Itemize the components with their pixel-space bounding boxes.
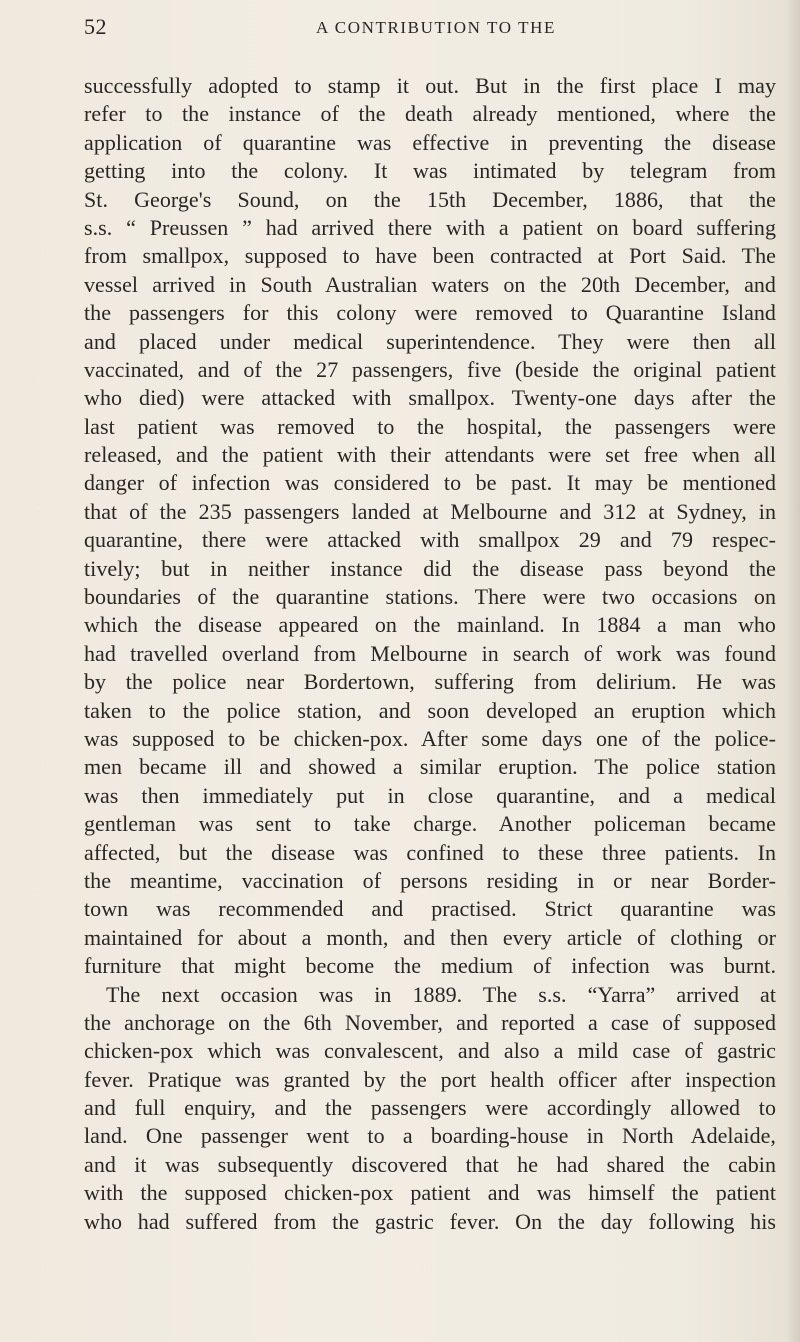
text-line: tively; but in neither instance did the disease pass beyond the [84, 555, 776, 581]
text-line: which the disease appeared on the mainland. In 1884 a man who [84, 612, 776, 638]
text-line: s.s. “ Preussen ” had arrived there with a patient on board suffering [84, 214, 776, 240]
text-line: and placed under medical superintendence. They were then all [84, 328, 776, 354]
text-line: furniture that might become the medium of infection was burnt. [84, 953, 776, 979]
running-head: A CONTRIBUTION TO THE [316, 18, 556, 37]
text-line: land. One passenger went to a boarding-house in North Adelaide, [84, 1123, 776, 1149]
text-line: had travelled overland from Melbourne in search of work was found [84, 640, 776, 666]
text-line: getting into the colony. It was intimated by telegram from [84, 158, 776, 184]
text-line: vaccinated, and of the 27 passengers, five (beside the original patient [84, 356, 776, 382]
text-line: boundaries of the quarantine stations. There were two occasions on [84, 584, 776, 610]
text-line: affected, but the disease was confined to these three patients. In [84, 839, 776, 865]
page-edge-shadow [786, 0, 800, 1342]
text-line: gentleman was sent to take charge. Another policeman became [84, 811, 776, 837]
paragraph-first-line: The next occasion was in 1889. The s.s. “Yarra” arrived at [106, 981, 776, 1007]
text-line: that of the 235 passengers landed at Melbourne and 312 at Sydney, in [84, 498, 776, 524]
text-line: who had suffered from the gastric fever. On the day following his [84, 1208, 776, 1234]
page-header [84, 14, 774, 44]
text-line: successfully adopted to stamp it out. But in the first place I may [84, 73, 776, 98]
text-line: fever. Pratique was granted by the port health officer after inspection [84, 1066, 776, 1092]
text-line: the meantime, vaccination of persons residing in or near Border- [84, 867, 776, 893]
text-line: from smallpox, supposed to have been contracted at Port Said. The [84, 243, 776, 269]
body-text [84, 72, 776, 1236]
text-line: St. George's Sound, on the 15th December, 1886, that the [84, 186, 776, 212]
page-number: 52 [84, 14, 107, 39]
text-line: who died) were attacked with smallpox. Twenty-one days after the [84, 385, 776, 411]
text-line: danger of infection was considered to be past. It may be mentioned [84, 470, 776, 496]
text-line: was supposed to be chicken-pox. After some days one of the police- [84, 725, 776, 751]
text-line: vessel arrived in South Australian waters on the 20th December, and [84, 271, 776, 297]
text-line: released, and the patient with their attendants were set free when all [84, 442, 776, 468]
text-line: town was recommended and practised. Strict quarantine was [84, 896, 776, 922]
text-line: with the supposed chicken-pox patient and was himself the patient [84, 1180, 776, 1206]
text-line: men became ill and showed a similar eruption. The police station [84, 754, 776, 780]
text-line: maintained for about a month, and then every article of clothing or [84, 924, 776, 950]
text-line: was then immediately put in close quarantine, and a medical [84, 782, 776, 808]
text-line: quarantine, there were attacked with smallpox 29 and 79 respec- [84, 527, 776, 553]
text-line: the passengers for this colony were removed to Quarantine Island [84, 300, 776, 326]
text-line: chicken-pox which was convalescent, and also a mild case of gastric [84, 1038, 776, 1064]
text-line: and it was subsequently discovered that he had shared the cabin [84, 1151, 776, 1177]
text-line: taken to the police station, and soon developed an eruption which [84, 697, 776, 723]
text-line: the anchorage on the 6th November, and reported a case of supposed [84, 1009, 776, 1035]
text-line: last patient was removed to the hospital, the passengers were [84, 413, 776, 439]
text-line: by the police near Bordertown, suffering from delirium. He was [84, 669, 776, 695]
text-line: refer to the instance of the death already mentioned, where the [84, 101, 776, 127]
text-line: application of quarantine was effective in preventing the disease [84, 129, 776, 155]
text-line: and full enquiry, and the passengers were accordingly allowed to [84, 1095, 776, 1121]
